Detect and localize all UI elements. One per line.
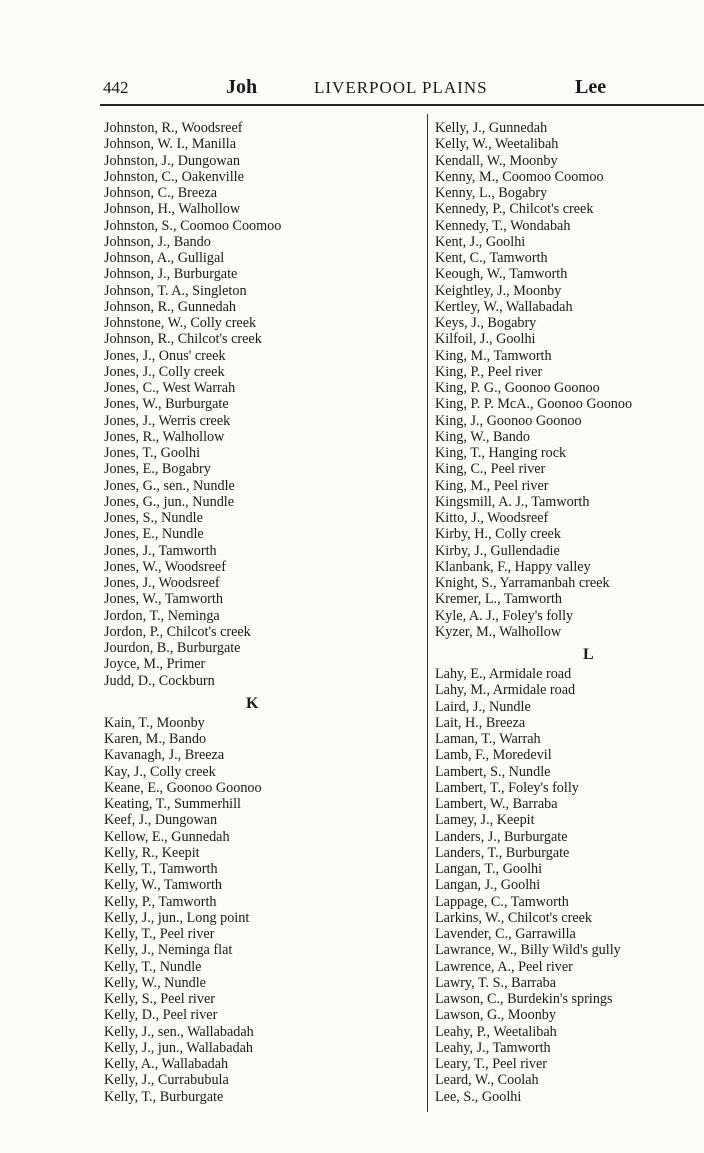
directory-entry: Keightley, J., Moonby [435,282,562,299]
directory-entry: Kingsmill, A. J., Tamworth [435,493,590,510]
section-heading: K [246,694,259,712]
directory-entry: Kitto, J., Woodsreef [435,510,549,526]
directory-entry: King, J., Goonoo Goonoo [435,412,582,429]
directory-entry: Kirby, J., Gullendadie [435,542,560,559]
directory-entry: Karen, M., Bando [104,731,207,747]
directory-entry: Jones, J., Onus' creek [104,347,226,364]
directory-entry: Johnson, W. I., Manilla [104,136,237,153]
directory-entry: Langan, J., Goolhi [435,877,541,894]
directory-entry: Kenny, L., Bogabry [435,185,548,201]
directory-entry: Johnstone, W., Colly creek [104,315,257,331]
directory-entry: Lahy, E., Armidale road [435,666,572,682]
directory-entry: Johnston, C., Oakenville [104,168,244,185]
directory-entry: Kelly, J., sen., Wallabadah [104,1023,254,1040]
page-header [0,74,704,104]
directory-entry: Johnson, C., Breeza [104,185,218,201]
directory-entry: Kellow, E., Gunnedah [104,828,230,845]
directory-entry: Lawrence, A., Peel river [435,958,573,975]
running-head-left: Joh [226,76,258,98]
directory-entry: Kelly, T., Nundle [104,958,202,975]
directory-entry: Keys, J., Bogabry [435,315,537,331]
directory-entry: Kelly, W., Nundle [104,974,206,991]
directory-entry: Knight, S., Yarramanbah creek [435,575,610,591]
directory-entry: Johnson, J., Burburgate [104,266,238,283]
column-divider [427,114,428,1112]
directory-entry: Jones, G., sen., Nundle [104,477,235,494]
directory-entry: Keating, T., Summerhill [104,796,241,812]
left-column [104,120,404,1105]
directory-entry: Landers, T., Burburgate [435,844,570,861]
directory-entry: Kirby, H., Colly creek [435,526,561,543]
directory-entry: Kelly, T., Peel river [104,926,215,942]
directory-entry: Kain, T., Moonby [104,714,205,731]
directory-entry: Kelly, W., Weetalibah [435,136,559,153]
directory-entry: Kenny, M., Coomoo Coomoo [435,168,604,185]
directory-entry: Lamey, J., Keepit [435,812,535,829]
directory-entry: Larkins, W., Chilcot's creek [435,909,593,926]
directory-entry: Jones, C., West Warrah [104,380,236,396]
directory-entry: Lahy, M., Armidale road [435,682,576,699]
directory-entry: Keane, E., Goonoo Goonoo [104,779,262,796]
directory-entry: Judd, D., Cockburn [104,672,215,689]
directory-entry: Lambert, W., Barraba [435,796,558,812]
directory-entry: King, W., Bando [435,428,530,445]
directory-entry: Jones, G., jun., Nundle [104,493,235,510]
directory-entry: Kent, C., Tamworth [435,250,548,266]
directory-entry: Kelly, J., jun., Long point [104,909,250,926]
directory-entry: Keough, W., Tamworth [435,266,568,283]
directory-entry: Kavanagh, J., Breeza [104,747,225,764]
directory-entry: King, P. P. McA., Goonoo Goonoo [435,396,633,413]
directory-entry: King, P., Peel river [435,363,543,380]
page-title: LIVERPOOL PLAINS [314,78,488,97]
directory-entry: Kennedy, T., Wondabah [435,217,571,234]
directory-entry: Jones, R., Walhollow [104,428,225,445]
directory-entry: Johnston, J., Dungowan [104,152,240,169]
directory-entry: Kay, J., Colly creek [104,763,216,780]
directory-entry: Klanbank, F., Happy valley [435,558,591,575]
directory-entry: Jones, E., Bogabry [104,461,211,478]
directory-entry: Kelly, T., Tamworth [104,861,218,877]
directory-entry: Johnson, R., Gunnedah [104,298,237,315]
directory-entry: Jones, S., Nundle [104,510,203,526]
running-head-right: Lee [575,76,607,98]
directory-entry: Kelly, J., Gunnedah [435,120,548,136]
directory-entry: Jones, W., Burburgate [104,396,229,413]
directory-entry: Lawry, T. S., Barraba [435,974,557,991]
directory-entry: Kennedy, P., Chilcot's creek [435,201,594,218]
directory-entry: Laird, J., Nundle [435,698,531,715]
directory-entry: Johnson, R., Chilcot's creek [104,331,262,348]
directory-entry: Kelly, T., Burburgate [104,1088,224,1105]
directory-entry: Kelly, A., Wallabadah [104,1056,229,1072]
page-number: 442 [103,78,129,97]
directory-entry: Lambert, T., Foley's folly [435,779,579,796]
directory-entry: Jones, J., Colly creek [104,363,225,380]
directory-entry: Jordon, P., Chilcot's creek [104,623,251,640]
directory-entry: Johnson, T. A., Singleton [104,282,247,299]
directory-entry: Kelly, J., Currabubula [104,1072,229,1089]
directory-entry: Landers, J., Burburgate [435,828,568,845]
directory-entry: Kelly, S., Peel river [104,991,215,1007]
right-column [435,120,703,1105]
directory-entry: Kelly, P., Tamworth [104,893,217,910]
directory-entry: Jones, T., Goolhi [104,445,201,461]
directory-entry: Kyle, A. J., Foley's folly [435,607,574,624]
directory-entry: Jones, J., Tamworth [104,542,217,559]
directory-entry: Kelly, J., Neminga flat [104,942,233,959]
directory-entry: Kendall, W., Moonby [435,152,558,169]
directory-entry: Leahy, P., Weetalibah [435,1023,557,1040]
directory-entry: Kelly, J., jun., Wallabadah [104,1039,253,1056]
directory-entry: Joyce, M., Primer [104,656,206,673]
directory-entry: King, M., Tamworth [435,347,552,364]
directory-entry: Johnson, A., Gulligal [104,250,225,266]
directory-entry: King, M., Peel river [435,477,549,494]
directory-entry: Kilfoil, J., Goolhi [435,331,536,348]
directory-entry: Jones, J., Woodsreef [104,575,220,591]
directory-entry: Jordon, T., Neminga [104,607,220,624]
directory-entry: Kertley, W., Wallabadah [435,298,573,315]
directory-entry: Leahy, J., Tamworth [435,1039,551,1056]
directory-entry: Jourdon, B., Burburgate [104,640,241,656]
directory-entry: Lamb, F., Moredevil [435,747,552,764]
directory-entry: Keef, J., Dungowan [104,812,218,829]
directory-entry: Kelly, D., Peel river [104,1007,218,1024]
directory-entry: Johnston, S., Coomoo Coomoo [104,217,282,234]
directory-entry: King, C., Peel river [435,461,546,478]
directory-entry: Johnson, J., Bando [104,233,211,250]
directory-entry: King, P. G., Goonoo Goonoo [435,380,600,396]
directory-entry: Laman, T., Warrah [435,731,541,747]
section-heading: L [583,646,594,663]
directory-entry: Kelly, W., Tamworth [104,877,223,894]
directory-entry: Leard, W., Coolah [435,1072,539,1089]
directory-entry: Lawrance, W., Billy Wild's gully [435,942,621,959]
header-rule [100,104,704,106]
directory-entry: Lambert, S., Nundle [435,763,551,780]
directory-entry: Lawson, G., Moonby [435,1007,556,1024]
directory-entry: Johnson, H., Walhollow [104,201,241,218]
directory-entry: Jones, W., Tamworth [104,591,223,608]
directory-entry: Johnston, R., Woodsreef [104,120,243,136]
directory-entry: Kyzer, M., Walhollow [435,623,562,640]
directory-entry: Langan, T., Goolhi [435,861,543,877]
directory-entry: Lawson, C., Burdekin's springs [435,991,613,1007]
directory-entry: Jones, E., Nundle [104,526,204,543]
directory-entry: Kent, J., Goolhi [435,233,526,250]
directory-entry: Lee, S., Goolhi [435,1088,522,1105]
directory-entry: Kremer, L., Tamworth [435,591,563,608]
directory-entry: Jones, W., Woodsreef [104,558,226,575]
directory-entry: Lavender, C., Garrawilla [435,926,576,942]
directory-entry: Lappage, C., Tamworth [435,893,569,910]
directory-entry: Jones, J., Werris creek [104,412,231,429]
directory-entry: Kelly, R., Keepit [104,844,200,861]
directory-entry: Lait, H., Breeza [435,714,526,731]
directory-entry: Leary, T., Peel river [435,1056,548,1072]
directory-entry: King, T., Hanging rock [435,445,567,461]
